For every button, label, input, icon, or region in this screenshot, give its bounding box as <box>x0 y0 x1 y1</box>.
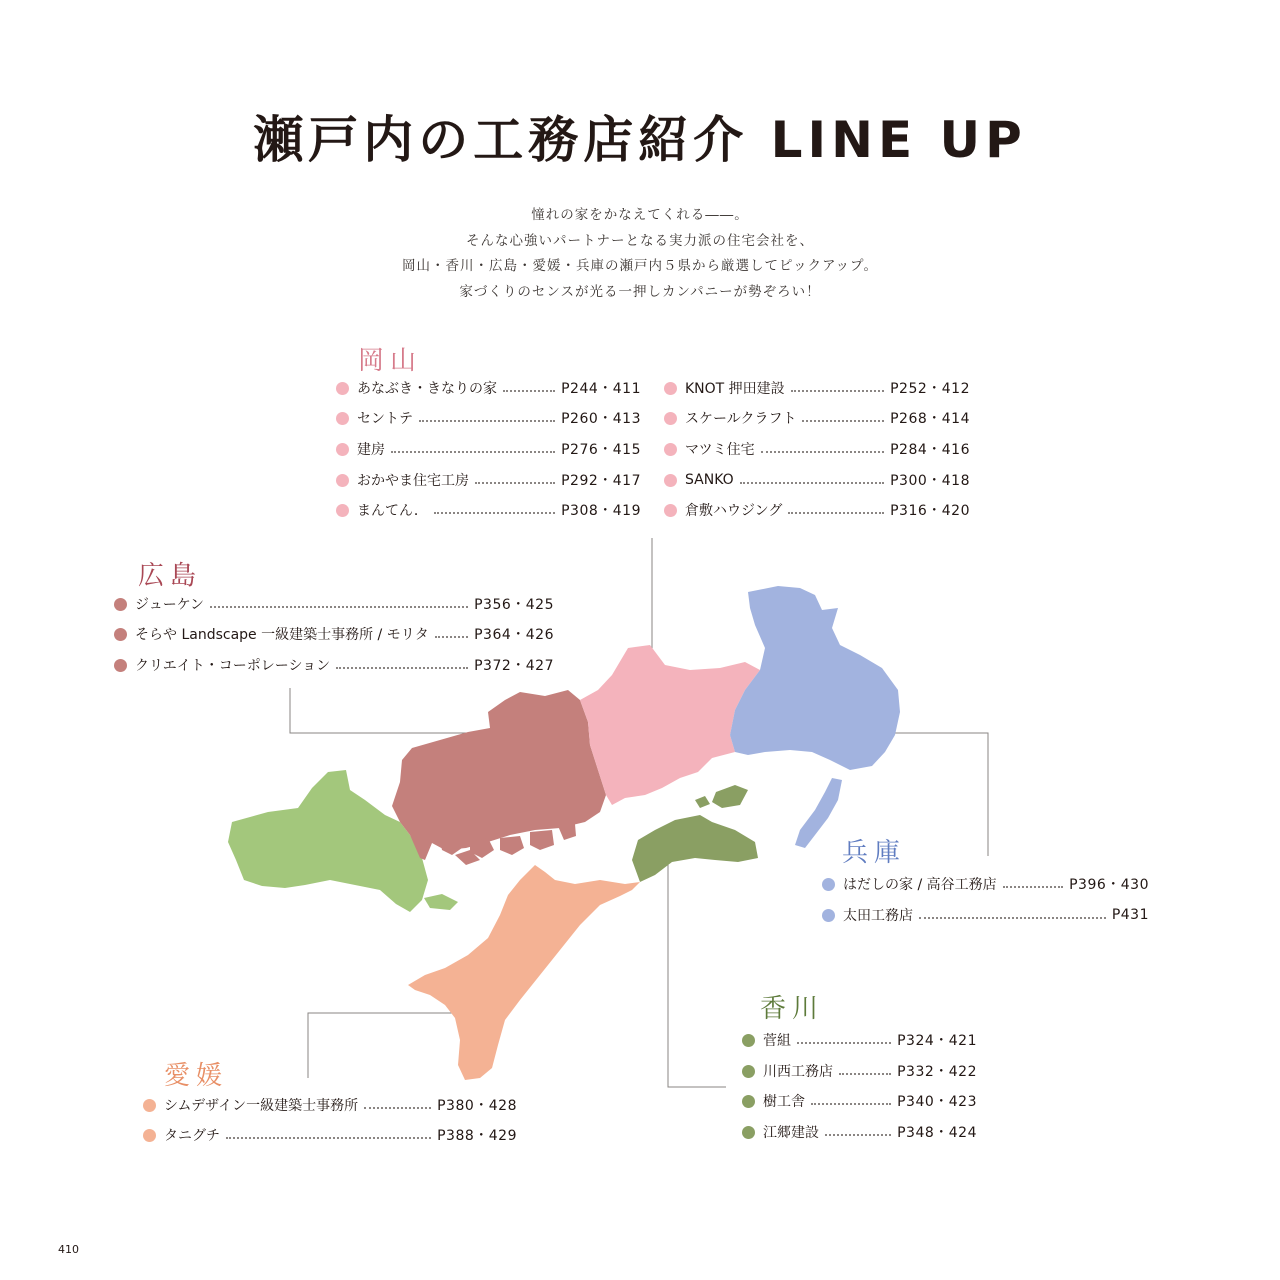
company-name: スケールクラフト <box>685 411 797 427</box>
company-name: 菅組 <box>763 1033 791 1049</box>
company-name: タニグチ <box>164 1128 220 1144</box>
page-reference: P276・415 <box>561 442 641 458</box>
page-reference: P324・421 <box>897 1033 977 1049</box>
list-item[interactable] <box>114 593 554 615</box>
shodoshima-island-shape <box>712 785 748 808</box>
page-reference: P356・425 <box>474 597 554 613</box>
page-reference: P388・429 <box>437 1128 517 1144</box>
list-item[interactable] <box>336 469 641 491</box>
list-item[interactable] <box>664 469 970 491</box>
list-item[interactable] <box>336 377 641 399</box>
region-title-hyogo: 兵庫 <box>842 838 907 868</box>
dot-leader <box>434 512 555 514</box>
list-item[interactable] <box>664 438 970 460</box>
company-name: セントテ <box>357 411 413 427</box>
dot-leader <box>475 482 555 484</box>
okayama-bullet-icon <box>336 412 349 425</box>
region-title-ehime: 愛媛 <box>164 1061 229 1091</box>
dot-leader <box>791 390 884 392</box>
company-name: 川西工務店 <box>763 1064 833 1080</box>
dot-leader <box>419 420 555 422</box>
dot-leader <box>740 482 884 484</box>
intro-line: 家づくりのセンスが光る一押しカンパニーが勢ぞろい！ <box>459 283 821 300</box>
hyogo-bullet-icon <box>822 909 835 922</box>
kagawa-bullet-icon <box>742 1126 755 1139</box>
dot-leader <box>364 1107 431 1109</box>
list-item[interactable] <box>664 377 970 399</box>
small-island-shape <box>695 796 710 808</box>
page-reference: P332・422 <box>897 1064 977 1080</box>
yamaguchi-island-shape <box>424 894 458 910</box>
company-name: マツミ住宅 <box>685 442 755 458</box>
page-reference: P364・426 <box>474 627 554 643</box>
page-reference: P260・413 <box>561 411 641 427</box>
intro-line: 岡山・香川・広島・愛媛・兵庫の瀬戸内５県から厳選してピックアップ。 <box>402 258 878 274</box>
okayama-bullet-icon <box>664 412 677 425</box>
okayama-bullet-icon <box>336 504 349 517</box>
list-item[interactable] <box>143 1094 517 1116</box>
ehime-bullet-icon <box>143 1129 156 1142</box>
dot-leader <box>210 606 468 608</box>
dot-leader <box>811 1103 891 1105</box>
list-item[interactable] <box>742 1121 977 1143</box>
region-title-kagawa: 香川 <box>760 994 825 1024</box>
dot-leader <box>503 390 555 392</box>
dot-leader <box>336 667 468 669</box>
hyogo-region-shape <box>730 586 900 770</box>
dot-leader <box>226 1137 431 1139</box>
page-reference: P340・423 <box>897 1094 977 1110</box>
company-name: KNOT 押田建設 <box>685 381 785 397</box>
page-reference: P268・414 <box>890 411 970 427</box>
company-name: まんてん． <box>357 503 428 519</box>
company-name: シムデザイン一級建築士事務所 <box>164 1098 359 1114</box>
page-reference: P431 <box>1111 907 1149 923</box>
list-item[interactable] <box>664 407 970 429</box>
dot-leader <box>839 1073 891 1075</box>
kagawa-region-shape <box>632 815 758 882</box>
awaji-island-shape <box>795 778 842 848</box>
region-title-hiroshima: 広島 <box>138 561 203 591</box>
page-reference: P300・418 <box>890 473 970 489</box>
list-item[interactable] <box>336 499 641 521</box>
company-name: 建房 <box>357 442 385 458</box>
company-name: SANKO <box>685 472 734 488</box>
kagawa-bullet-icon <box>742 1065 755 1078</box>
list-item[interactable] <box>822 873 1149 895</box>
kagawa-leader-line <box>668 862 726 1087</box>
intro-line: 憧れの家をかなえてくれる――。 <box>531 207 749 223</box>
company-name: あなぶき・きなりの家 <box>357 381 497 397</box>
okayama-bullet-icon <box>336 382 349 395</box>
page-reference: P348・424 <box>897 1125 977 1141</box>
list-item[interactable] <box>336 407 641 429</box>
dot-leader <box>1003 886 1063 888</box>
okayama-bullet-icon <box>664 443 677 456</box>
okayama-bullet-icon <box>336 474 349 487</box>
okayama-bullet-icon <box>336 443 349 456</box>
dot-leader <box>391 451 555 453</box>
list-item[interactable] <box>336 438 641 460</box>
ehime-bullet-icon <box>143 1099 156 1112</box>
page-reference: P244・411 <box>561 381 641 397</box>
company-name: はだしの家 / 高谷工務店 <box>843 877 997 893</box>
dot-leader <box>825 1134 891 1136</box>
dot-leader <box>761 451 885 453</box>
list-item[interactable] <box>114 654 554 676</box>
list-item[interactable] <box>822 904 1149 926</box>
page-reference: P284・416 <box>890 442 970 458</box>
hyogo-bullet-icon <box>822 878 835 891</box>
dot-leader <box>788 512 884 514</box>
hiroshima-bullet-icon <box>114 628 127 641</box>
list-item[interactable] <box>742 1060 977 1082</box>
page-number: 410 <box>58 1243 79 1256</box>
kagawa-bullet-icon <box>742 1095 755 1108</box>
page-reference: P292・417 <box>561 473 641 489</box>
company-name: ジューケン <box>135 597 205 613</box>
company-name: 江郷建設 <box>763 1125 819 1141</box>
dot-leader <box>802 420 884 422</box>
okayama-bullet-icon <box>664 382 677 395</box>
okayama-bullet-icon <box>664 474 677 487</box>
list-item[interactable] <box>664 499 970 521</box>
company-name: おかやま住宅工房 <box>357 473 469 489</box>
hiroshima-bullet-icon <box>114 659 127 672</box>
company-name: 太田工務店 <box>843 908 913 924</box>
page-reference: P316・420 <box>890 503 970 519</box>
page-reference: P308・419 <box>561 503 641 519</box>
dot-leader <box>919 917 1106 919</box>
page-reference: P372・427 <box>474 658 554 674</box>
company-name: 倉敷ハウジング <box>685 503 783 519</box>
dot-leader <box>435 636 468 638</box>
hiroshima-bullet-icon <box>114 598 127 611</box>
kagawa-bullet-icon <box>742 1034 755 1047</box>
region-title-okayama: 岡山 <box>358 346 423 376</box>
company-name: 樹工舎 <box>763 1094 805 1110</box>
page-reference: P396・430 <box>1069 877 1149 893</box>
dot-leader <box>797 1042 891 1044</box>
okayama-bullet-icon <box>664 504 677 517</box>
page-reference: P380・428 <box>437 1098 517 1114</box>
list-item[interactable] <box>114 623 554 645</box>
intro-line: そんな心強いパートナーとなる実力派の住宅会社を、 <box>466 232 814 249</box>
page-title: 瀬戸内の工務店紹介 LINE UP <box>253 111 1027 169</box>
page-reference: P252・412 <box>890 381 970 397</box>
company-name: クリエイト・コーポレーション <box>135 658 331 674</box>
list-item[interactable] <box>143 1124 517 1146</box>
list-item[interactable] <box>742 1029 977 1051</box>
company-name: そらや Landscape 一級建築士事務所 / モリタ <box>135 627 429 643</box>
list-item[interactable] <box>742 1090 977 1112</box>
